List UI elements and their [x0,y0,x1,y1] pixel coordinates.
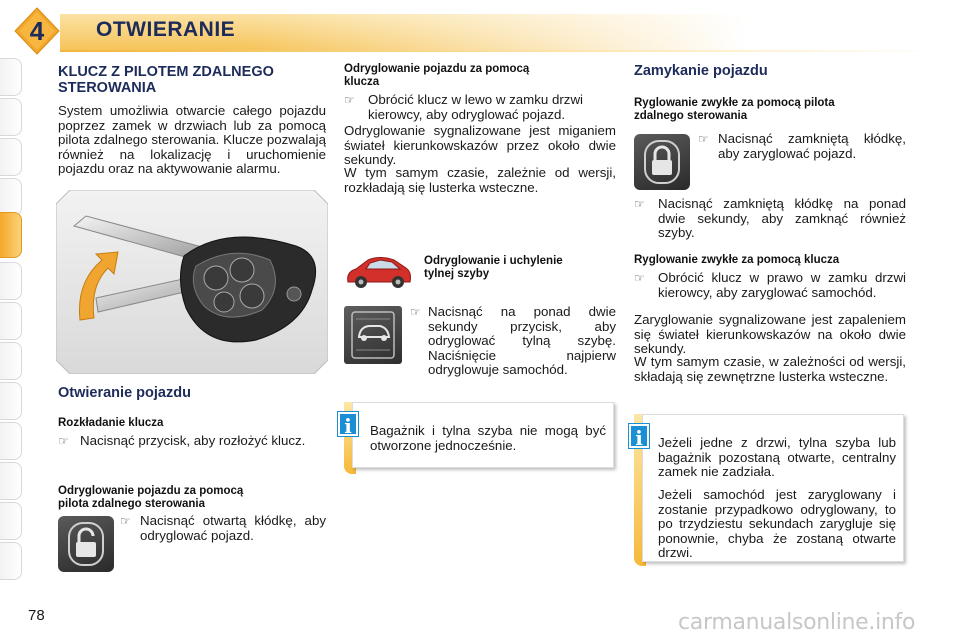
pointing-hand-icon: ☞ [634,197,645,211]
key-remote-title-line2: STEROWANIA [58,80,157,96]
chapter-tab-13 [0,542,22,580]
chapter-tab-6 [0,262,22,300]
info-locking-text-2: Jeżeli samochód jest zaryglowany i zostanie przypadkowo odryglowany, to po trzydziestu sekundach zarygluje się ponownie, chyba że zostaną otwarte drzwi. [658,487,896,560]
remote-unlock-title [58,485,326,511]
remote-lock-title-line1: Ryglowanie zwykłe za pomocą pilota [634,97,835,109]
chapter-tab-3 [0,138,22,176]
key-unlock-title-line2: klucza [344,76,380,88]
rear-window-step-text: Nacisnąć na ponad dwie sekundy przycisk, aby odryglować tylną szybę. Naciśnięcie najpierw odryglowuje samochód. [428,304,616,377]
key-remote-title-line1: KLUCZ Z PILOTEM ZDALNEGO [58,64,274,80]
opening-section-title: Otwieranie pojazdu [58,385,191,401]
header-fade [250,14,960,50]
key-unlock-step-text: Obrócić klucz w lewo w zamku drzwi kierowcy, aby odryglować pojazd. [368,92,584,122]
pointing-hand-icon: ☞ [634,271,645,285]
key-lock-title: Ryglowanie zwykłe za pomocą klucza [634,254,840,266]
chapter-tab-10 [0,422,22,460]
remote-unlock-step-text: Nacisnąć otwartą kłódkę, aby odryglować pojazd. [140,513,326,543]
lock-mirrors-text: W tym samym czasie, w zależności od wersji, składają się zewnętrzne lusterka wsteczne. [634,354,906,384]
unlock-signal-text: Odryglowanie sygnalizowane jest miganiem świateł kierunkowskazów przez około dwie sekundy. [344,123,616,167]
key-remote-title [58,64,328,96]
info-icon: i [338,412,358,436]
chapter-tab-9 [0,382,22,420]
chapter-tab-8 [0,342,22,380]
chapter-number: 4 [29,16,45,46]
chapter-tab-2 [0,98,22,136]
pointing-hand-icon: ☞ [410,305,421,319]
chapter-badge [12,6,62,56]
chapter-tab-1 [0,58,22,96]
page-title: OTWIERANIE [96,18,236,41]
key-unlock-title [344,63,614,89]
padlock-open-icon [58,516,114,572]
remote-key-photo [56,190,328,374]
rear-window-step [410,305,616,378]
remote-lock-title-line2: zdalnego sterowania [634,110,748,122]
watermark: carmanualsonline.info [678,610,916,635]
chapter-tab-active [0,212,22,258]
remote-lock-windows-step-text: Nacisnąć zamkniętą kłódkę na ponad dwie sekundy, aby zamknąć również szyby. [658,196,906,240]
unfold-key-title: Rozkładanie klucza [58,417,164,429]
remote-unlock-title-line1: Odryglowanie pojazdu za pomocą [58,485,244,497]
pointing-hand-icon: ☞ [120,514,131,528]
info-locking-text-1: Jeżeli jedne z drzwi, tylna szyba lub bagażnik pozostaną otwarte, centralny zamek nie zadziała. [658,435,896,479]
unlock-mirrors-text: W tym samym czasie, zależnie od wersji, rozkładają się lusterka wsteczne. [344,165,616,195]
key-unlock-title-line1: Odryglowanie pojazdu za pomocą [344,63,530,75]
pointing-hand-icon: ☞ [58,434,69,448]
rear-window-button-icon [344,306,402,364]
rear-window-title [424,255,614,281]
closing-section-title: Zamykanie pojazdu [634,63,768,79]
key-lock-step-text: Obrócić klucz w prawo w zamku drzwi kierowcy, aby zaryglować samochód. [658,270,906,300]
chapter-tab-7 [0,302,22,340]
remote-unlock-step [120,514,326,543]
unfold-key-step [58,434,326,449]
header-underline [60,50,940,52]
pointing-hand-icon: ☞ [344,93,355,107]
chapter-tab-11 [0,462,22,500]
car-icon [344,252,414,292]
rear-window-title-line2: tylnej szyby [424,268,490,280]
rear-window-title-line1: Odryglowanie i uchylenie [424,255,563,267]
padlock-closed-icon [634,134,690,190]
remote-lock-title [634,97,906,123]
key-lock-step [634,271,906,300]
chapter-tab-4 [0,178,22,216]
lock-signal-text: Zaryglowanie sygnalizowane jest zapaleniem się świateł kierunkowskazów na około dwie sekundy. [634,312,906,356]
key-unlock-step [344,93,616,122]
remote-lock-step [698,132,906,161]
key-remote-intro: System umożliwia otwarcie całego pojazdu poprzez zamek w drzwiach lub za pomocą pilota zdalnego sterowania. Klucze pozwalają również na lokalizację i uruchomienie pojazdu oraz na aktywowanie alarmu. [58,103,326,176]
unfold-key-step-text: Nacisnąć przycisk, aby rozłożyć klucz. [80,433,306,448]
chapter-tab-12 [0,502,22,540]
remote-lock-step-text: Nacisnąć zamkniętą kłódkę, aby zaryglować pojazd. [718,131,906,161]
remote-lock-windows-step [634,197,906,241]
pointing-hand-icon: ☞ [698,132,709,146]
info-icon: i [629,424,649,448]
remote-unlock-title-line2: pilota zdalnego sterowania [58,498,205,510]
page-number: 78 [28,607,45,624]
info-trunk-text: Bagażnik i tylna szyba nie mogą być otworzone jednocześnie. [370,423,606,453]
